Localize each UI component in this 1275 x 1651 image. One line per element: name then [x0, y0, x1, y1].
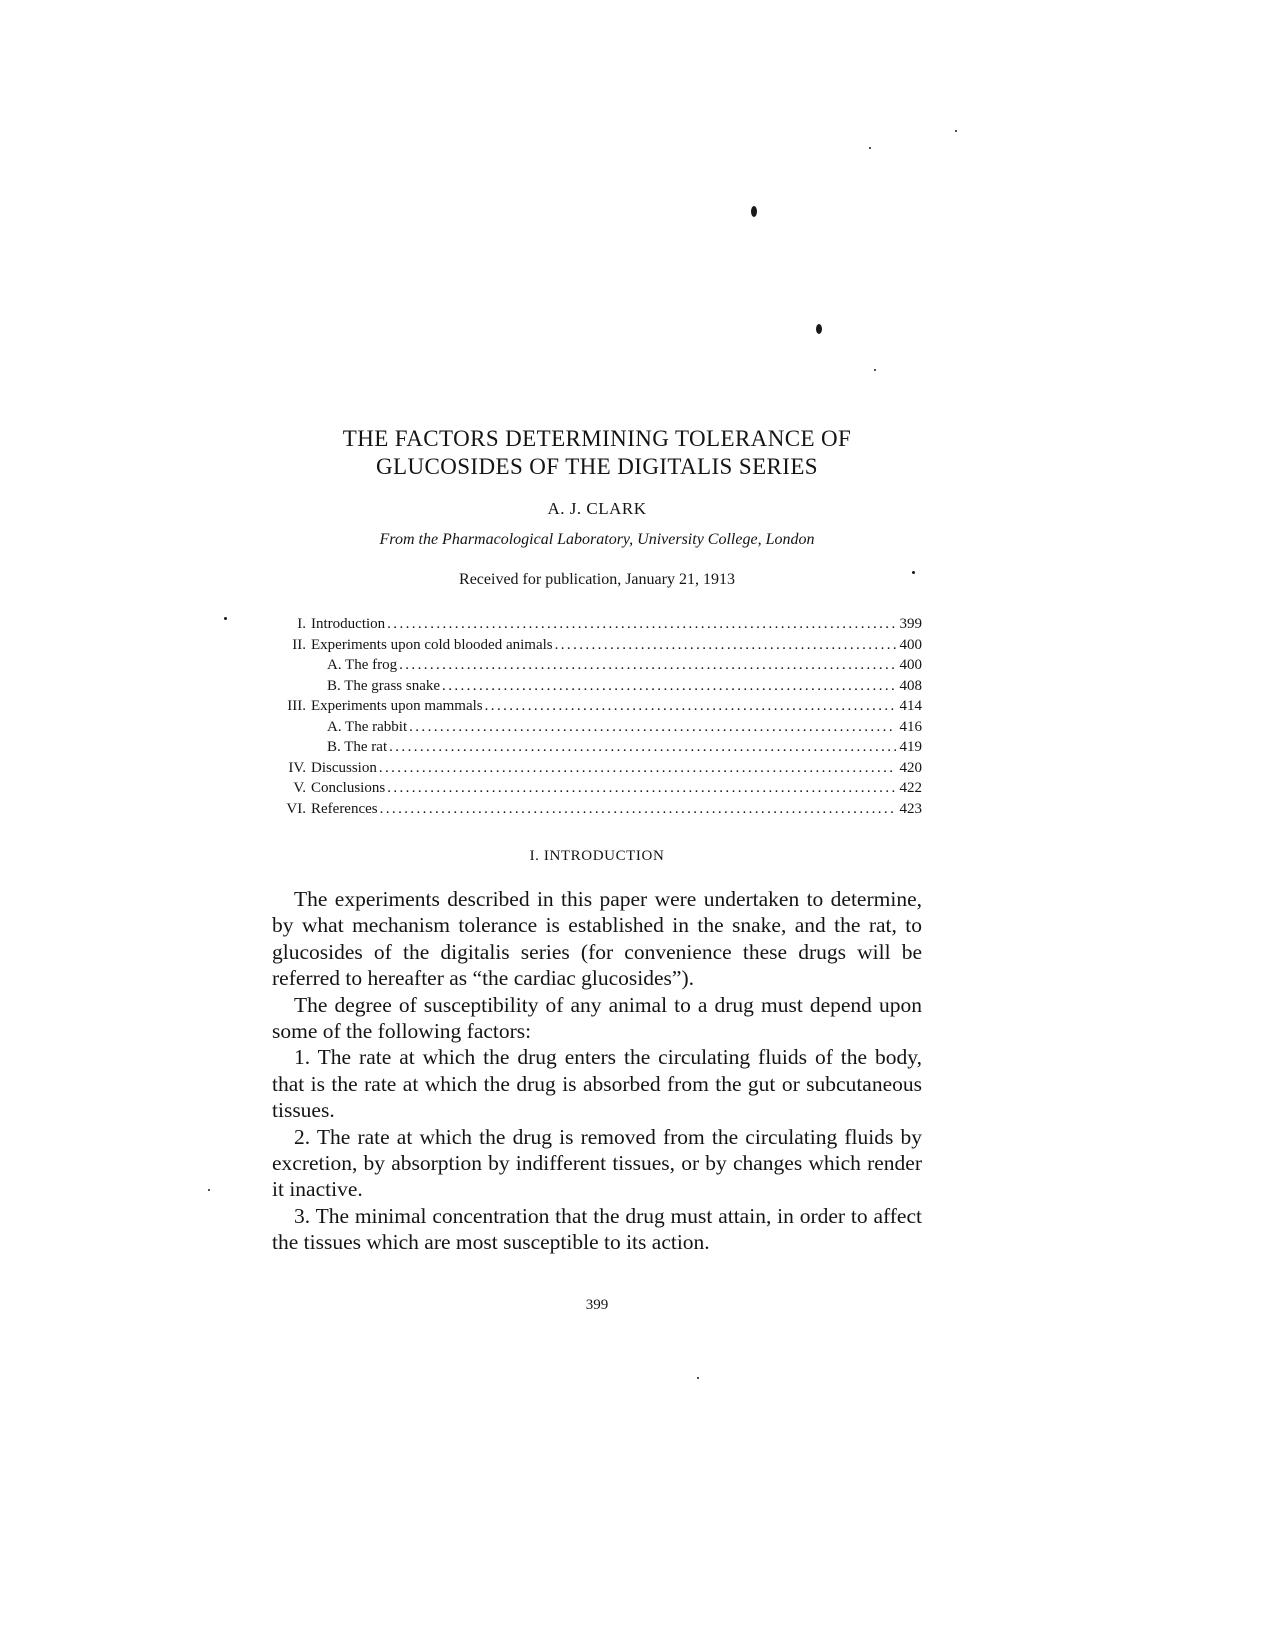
- title-line: THE FACTORS DETERMINING TOLERANCE OF: [342, 426, 852, 451]
- toc-entry-page: 419: [899, 739, 922, 755]
- toc-entry-number: V.: [293, 780, 306, 796]
- toc-leader-dots: [407, 717, 896, 738]
- toc-leader-dots: [377, 758, 896, 779]
- toc-entry: [272, 696, 922, 717]
- toc-entry-title: Discussion: [311, 759, 377, 776]
- author-affiliation: From the Pharmacological Laboratory, University College, London: [379, 531, 815, 548]
- toc-subentry: [272, 655, 922, 676]
- title-line: GLUCOSIDES OF THE DIGITALIS SERIES: [376, 454, 818, 479]
- scan-speck: [697, 1377, 699, 1379]
- scan-speck: [874, 369, 876, 371]
- toc-entry-number: IV.: [288, 759, 306, 776]
- toc-entry-number: II.: [292, 636, 306, 653]
- scan-speck: [224, 617, 227, 620]
- toc-entry-number: I.: [297, 616, 306, 632]
- paragraph: 1. The rate at which the drug enters the circulating fluids of the body, that is the rate at which the drug is absorbed from the gut or subcutaneous tissues.: [272, 1045, 922, 1123]
- toc-leader-dots: [385, 778, 896, 799]
- toc-entry-title: Introduction: [311, 616, 386, 632]
- toc-entry-number: VI.: [286, 800, 306, 817]
- table-of-contents: [272, 614, 922, 819]
- toc-entry-title: B. The grass snake: [327, 677, 441, 694]
- author-name: A. J. CLARK: [547, 499, 647, 518]
- toc-entry: [272, 778, 922, 799]
- scan-speck: [751, 206, 757, 217]
- toc-subentry: [272, 717, 922, 738]
- paragraph: The experiments described in this paper were undertaken to determine, by what mechanism tolerance is established in the snake, and the rat, to glucosides of the digitalis series (for convenience these drugs will be referred to hereafter as “the cardiac glucosides”).: [272, 887, 922, 991]
- toc-entry-title: A. The rabbit: [327, 718, 408, 735]
- toc-entry: [272, 614, 922, 635]
- toc-leader-dots: [440, 676, 896, 697]
- toc-subentry: [272, 737, 922, 758]
- toc-entry: [272, 799, 922, 820]
- scan-speck: [208, 1189, 210, 1191]
- toc-entry-page: 399: [899, 616, 922, 632]
- toc-entry-page: 414: [899, 698, 922, 714]
- article-title: [272, 425, 922, 481]
- toc-entry-page: 422: [899, 780, 922, 796]
- toc-leader-dots: [385, 614, 896, 635]
- body-text: [272, 886, 922, 1256]
- toc-entry-page: 400: [899, 636, 922, 653]
- toc-leader-dots: [483, 696, 896, 717]
- toc-entry-title: A. The frog: [327, 657, 398, 673]
- toc-entry-title: References: [311, 800, 378, 817]
- toc-entry-page: 400: [899, 657, 922, 673]
- toc-entry-page: 408: [899, 677, 922, 694]
- toc-leader-dots: [553, 635, 896, 656]
- toc-entry-number: III.: [287, 698, 306, 714]
- scan-speck: [816, 324, 822, 334]
- toc-entry-title: Experiments upon cold blooded animals: [311, 636, 553, 653]
- toc-leader-dots: [387, 737, 896, 758]
- page-number: 399: [585, 1297, 609, 1313]
- section-heading: I. INTRODUCTION: [529, 848, 665, 864]
- toc-entry-title: Experiments upon mammals: [311, 698, 483, 714]
- toc-entry: [272, 635, 922, 656]
- paragraph: 2. The rate at which the drug is removed from the circulating fluids by excretion, by absorption by indifferent tissues, or by changes which render it inactive.: [272, 1124, 922, 1202]
- toc-entry-page: 423: [899, 800, 922, 817]
- toc-entry-title: Conclusions: [311, 780, 386, 796]
- toc-entry-page: 416: [899, 718, 922, 735]
- toc-entry-title: B. The rat: [327, 739, 388, 755]
- toc-entry-page: 420: [899, 759, 922, 776]
- paragraph: 3. The minimal concentration that the drug must attain, in order to affect the tissues which are most susceptible to its action.: [272, 1203, 922, 1255]
- toc-entry: [272, 758, 922, 779]
- scan-speck: [869, 147, 871, 149]
- toc-leader-dots: [378, 799, 896, 820]
- scan-speck: [955, 130, 957, 132]
- received-date: Received for publication, January 21, 1913: [459, 571, 735, 588]
- toc-leader-dots: [397, 655, 896, 676]
- paragraph: The degree of susceptibility of any animal to a drug must depend upon some of the following factors:: [272, 992, 922, 1044]
- toc-subentry: [272, 676, 922, 697]
